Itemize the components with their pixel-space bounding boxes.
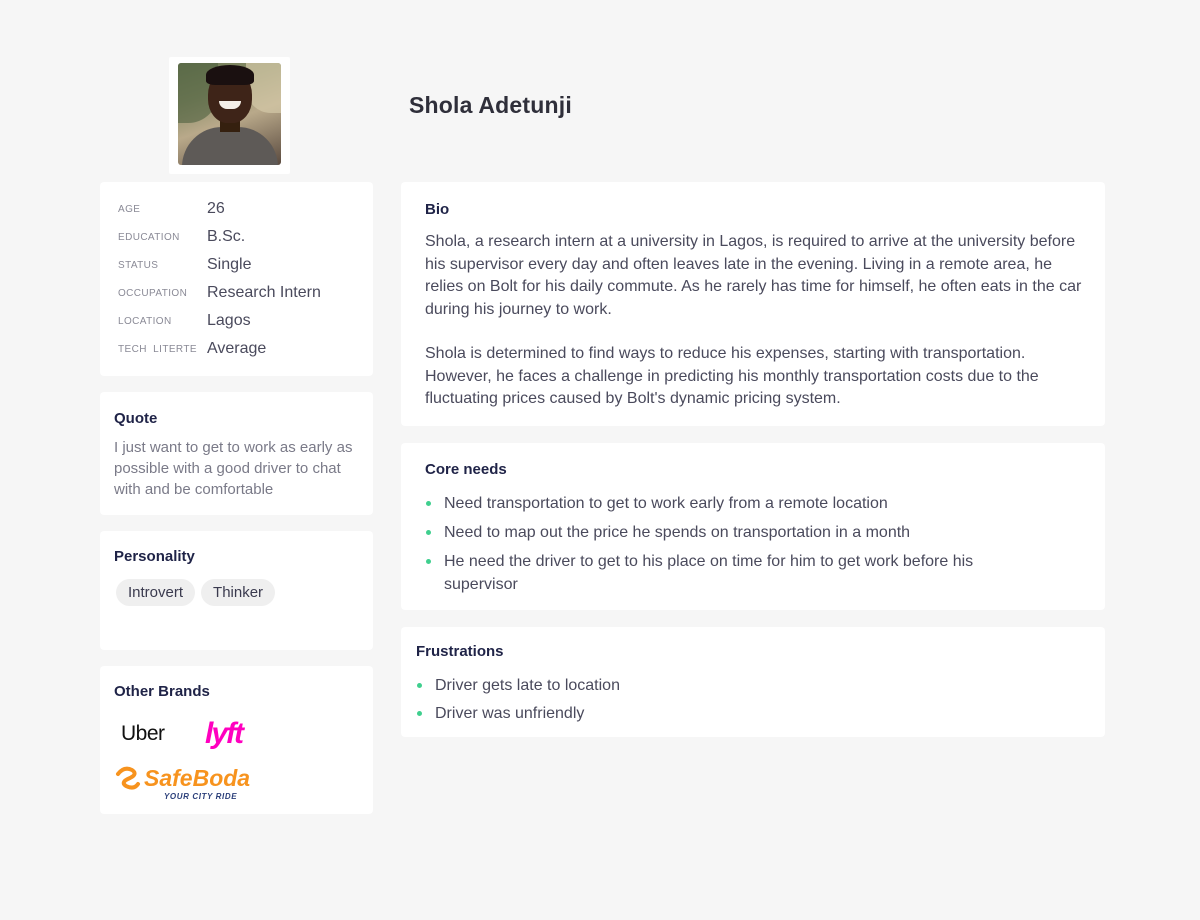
info-row-education <box>118 228 245 246</box>
bio-text <box>425 231 1085 411</box>
list-item: Need to map out the price he spends on transportation in a month <box>425 521 1045 544</box>
lyft-logo-text: lyft <box>205 717 242 750</box>
brands-title: Other Brands <box>114 683 210 700</box>
info-label: STATUS <box>118 259 159 271</box>
info-row-age <box>118 200 225 218</box>
info-value: Single <box>207 256 252 273</box>
personality-chip: Thinker <box>201 579 275 606</box>
list-item: Need transportation to get to work early from a remote location <box>425 492 1045 515</box>
profile-photo <box>178 63 281 165</box>
info-value: Research Intern <box>207 284 321 301</box>
info-label: TECH LITERTE <box>118 343 197 355</box>
persona-name: Shola Adetunji <box>409 92 572 118</box>
info-row-tech-literacy <box>118 340 266 358</box>
personality-chip: Introvert <box>116 579 195 606</box>
quote-text: I just want to get to work as early as possible with a good driver to chat with and be comfortable <box>114 439 353 498</box>
personality-chips <box>116 579 281 606</box>
frustrations-list <box>416 674 1056 725</box>
info-label: OCCUPATION <box>118 287 188 299</box>
personality-card <box>100 531 373 650</box>
info-row-occupation <box>118 284 321 302</box>
info-value: B.Sc. <box>207 228 246 245</box>
info-label: EDUCATION <box>118 231 180 243</box>
info-value: Average <box>207 340 267 357</box>
core-needs-list <box>425 492 1045 596</box>
info-row-status <box>118 256 251 274</box>
bio-paragraph: Shola is determined to find ways to reduce his expenses, starting with transportation. However, he faces a challenge in predicting his monthly transportation costs due to the fluctuating prices caused by Bolt's dynamic pricing system. <box>425 345 1039 407</box>
safeboda-tagline: YOUR CITY RIDE <box>164 792 238 801</box>
bio-card <box>401 182 1105 426</box>
safeboda-logo-text: SafeBoda <box>144 765 251 791</box>
bio-paragraph: Shola, a research intern at a university in Lagos, is required to arrive at the university before his supervisor every day and often leaves late in the evening. Living in a remote area, he relies on Bolt for his daily commute. As he rarely has time for himself, he often eats in the car during his journey to work. <box>425 233 1082 318</box>
info-label: AGE <box>118 203 141 215</box>
bio-title: Bio <box>425 201 450 218</box>
personality-title: Personality <box>114 548 195 565</box>
safeboda-logo <box>114 764 254 804</box>
info-card <box>100 182 373 376</box>
info-value: Lagos <box>207 312 251 329</box>
quote-card <box>100 392 373 515</box>
core-needs-title: Core needs <box>425 461 507 478</box>
uber-logo: Uber <box>121 722 165 745</box>
profile-photo-frame <box>169 57 290 174</box>
info-value: 26 <box>207 200 225 217</box>
frustrations-card <box>401 627 1105 737</box>
core-needs-card <box>401 443 1105 610</box>
list-item: Driver gets late to location <box>416 674 1056 697</box>
quote-title: Quote <box>114 410 158 427</box>
list-item: Driver was unfriendly <box>416 702 1056 725</box>
safeboda-logo-graphic <box>114 764 254 804</box>
info-row-location <box>118 312 251 330</box>
brands-card <box>100 666 373 814</box>
frustrations-title: Frustrations <box>416 643 504 660</box>
list-item: He need the driver to get to his place on time for him to get work before his supervisor <box>425 550 1045 596</box>
lyft-logo <box>204 716 250 750</box>
info-label: LOCATION <box>118 315 172 327</box>
